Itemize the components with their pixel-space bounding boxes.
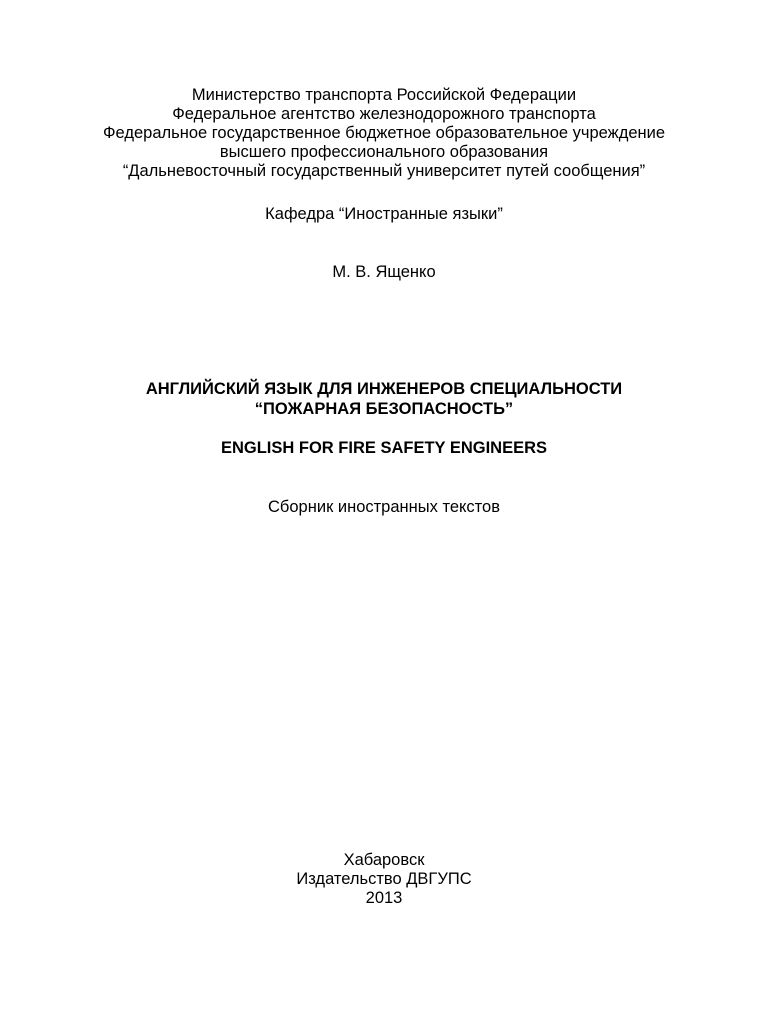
subtitle: [0, 498, 768, 517]
title-russian-line-1: АНГЛИЙСКИЙ ЯЗЫК ДЛЯ ИНЖЕНЕРОВ СПЕЦИАЛЬНОСТИ: [145, 380, 623, 398]
author-name: М. В. Ященко: [332, 263, 436, 281]
publication-info: [0, 851, 768, 908]
publisher: Издательство ДВГУПС: [296, 870, 472, 888]
title-english: [0, 439, 768, 458]
department-name: Кафедра “Иностранные языки”: [265, 205, 503, 223]
title-russian: [0, 379, 768, 419]
institution-type-line: Федеральное государственное бюджетное образовательное учреждение: [102, 124, 666, 142]
city: Хабаровск: [343, 851, 425, 869]
title-english-text: ENGLISH FOR FIRE SAFETY ENGINEERS: [220, 439, 548, 457]
university-name-line: “Дальневосточный государственный университет путей сообщения”: [122, 162, 646, 180]
education-level-line: высшего профессионального образования: [219, 143, 549, 161]
agency-line: Федеральное агентство железнодорожного транспорта: [172, 105, 596, 123]
year: 2013: [365, 889, 403, 907]
title-russian-line-2: “ПОЖАРНАЯ БЕЗОПАСНОСТЬ”: [254, 400, 514, 418]
institution-header: [0, 86, 768, 181]
ministry-line: Министерство транспорта Российской Федерации: [191, 86, 577, 104]
department: [0, 205, 768, 224]
subtitle-text: Сборник иностранных текстов: [268, 498, 500, 516]
author: [0, 263, 768, 282]
